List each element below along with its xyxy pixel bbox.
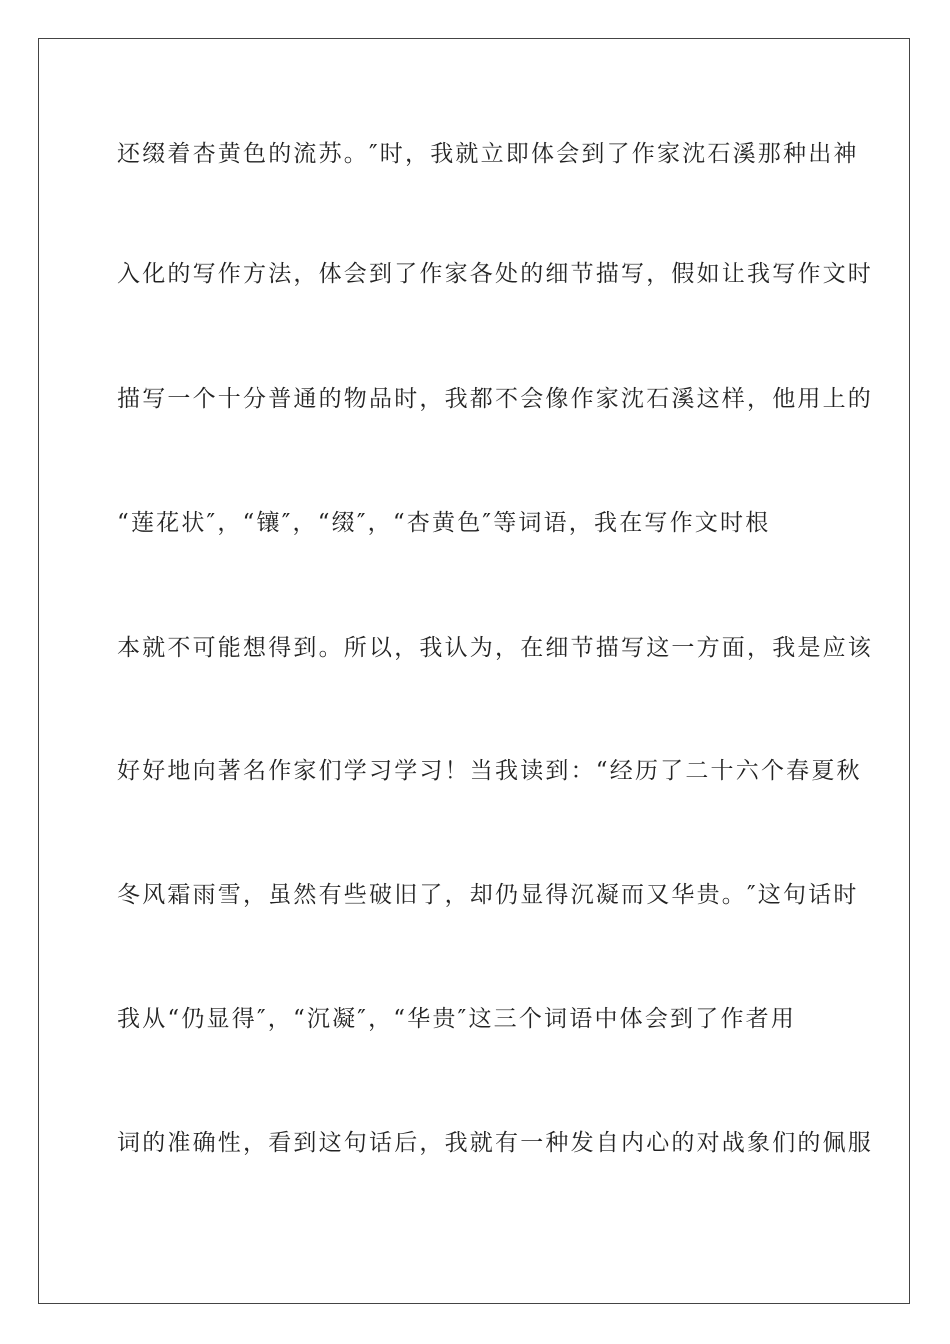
text-line-5: 本就不可能想得到。所以，我认为，在细节描写这一方面，我是应该 (117, 635, 873, 661)
text-line-8: 我从“仍显得″，“沉凝″，“华贵″这三个词语中体会到了作者用 (117, 1006, 797, 1032)
text-line-1: 还缀着杏黄色的流苏。″时，我就立即体会到了作家沈石溪那种出神 (117, 141, 859, 167)
text-line-9: 词的准确性，看到这句话后，我就有一种发自内心的对战象们的佩服 (117, 1130, 873, 1156)
page-frame (38, 38, 910, 1304)
text-line-4: “莲花状″，“镶″，“缀″，“杏黄色″等词语，我在写作文时根 (117, 510, 771, 536)
text-line-2: 入化的写作方法，体会到了作家各处的细节描写，假如让我写作文时 (117, 261, 873, 287)
text-line-3: 描写一个十分普通的物品时，我都不会像作家沈石溪这样，他用上的 (117, 386, 873, 412)
text-line-6: 好好地向著名作家们学习学习！当我读到：“经历了二十六个春夏秋 (117, 758, 862, 784)
text-line-7: 冬风霜雨雪，虽然有些破旧了，却仍显得沉凝而又华贵。″这句话时 (117, 882, 859, 908)
